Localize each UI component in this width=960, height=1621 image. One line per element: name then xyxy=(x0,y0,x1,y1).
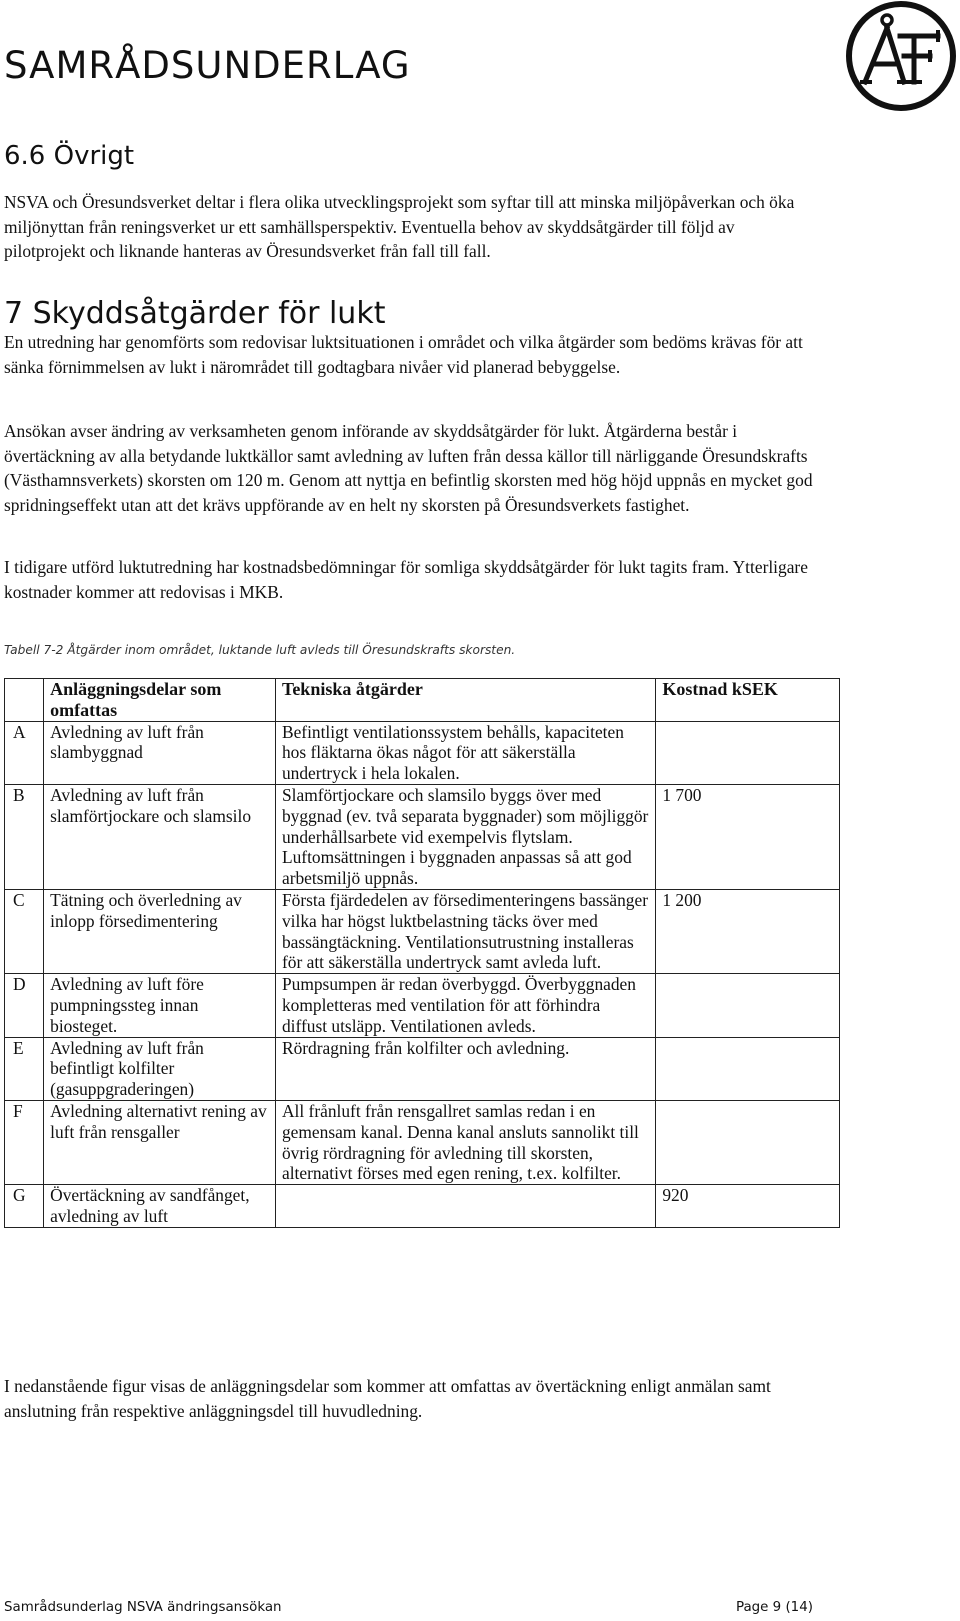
technical-measure-cell xyxy=(275,1185,655,1228)
technical-measure-cell: Befintligt ventilationssystem behålls, kapaciteten hos fläktarna ökas något för att säkerställa undertryck i hela lokalen. xyxy=(275,721,655,784)
table-row xyxy=(5,1185,840,1228)
row-id-cell: B xyxy=(5,784,44,889)
footer-page-number: Page 9 (14) xyxy=(736,1600,813,1615)
table-header-row xyxy=(5,679,840,722)
cost-cell xyxy=(656,1100,840,1184)
table-header-cell xyxy=(5,679,44,722)
row-id-cell: F xyxy=(5,1100,44,1184)
technical-measure-cell: Slamförtjockare och slamsilo byggs över med byggnad (ev. två separata byggnader) som möjliggör underhållsarbete vid exempelvis flytslam. Luftomsättningen i byggnaden anpassas så att god arbetsmiljö uppnås. xyxy=(275,784,655,889)
cost-cell xyxy=(656,974,840,1037)
footer-document-name: Samrådsunderlag NSVA ändringsansökan xyxy=(4,1600,282,1615)
after-table-paragraph: I nedanstående figur visas de anläggningsdelar som kommer att omfattas av övertäckning enligt anmälan samt anslutning från respektive anläggningsdel till huvudledning. xyxy=(4,1376,771,1421)
cost-cell: 920 xyxy=(656,1185,840,1228)
technical-measure-cell: Rördragning från kolfilter och avledning. xyxy=(275,1037,655,1100)
table-row xyxy=(5,974,840,1037)
cost-cell xyxy=(656,721,840,784)
table-header-cell: Kostnad kSEK xyxy=(656,679,840,722)
table-header-cell: Tekniska åtgärder xyxy=(275,679,655,722)
table-row xyxy=(5,1100,840,1184)
facility-part-cell: Avledning alternativt rening av luft från rensgaller xyxy=(44,1100,276,1184)
table-caption: Tabell 7-2 Åtgärder inom området, luktande luft avleds till Öresundskrafts skorsten. xyxy=(4,643,516,657)
table-row xyxy=(5,784,840,889)
facility-part-cell: Avledning av luft före pumpningssteg innan biosteget. xyxy=(44,974,276,1037)
document-header-title: SAMRÅDSUNDERLAG xyxy=(4,44,411,87)
section-7-heading: 7 Skyddsåtgärder för lukt xyxy=(4,296,386,331)
facility-part-cell: Övertäckning av sandfånget, avledning av luft xyxy=(44,1185,276,1228)
cost-cell: 1 200 xyxy=(656,889,840,973)
facility-part-cell: Avledning av luft från slambyggnad xyxy=(44,721,276,784)
row-id-cell: D xyxy=(5,974,44,1037)
row-id-cell: E xyxy=(5,1037,44,1100)
section-7-paragraph-2: Ansökan avser ändring av verksamheten genom införande av skyddsåtgärder för lukt. Åtgärderna består i övertäckning av alla betydande luktkällor samt avledning av luften från dessa källor till närliggande Öresundskrafts (Västhamnsverkets) skorsten om 120 m. Genom att nyttja en befintlig skorsten med hög höjd uppnås en mycket god spridningseffekt utan att det krävs uppförande av en helt ny skorsten på Öresundsverkets fastighet. xyxy=(4,421,813,515)
technical-measure-cell: Pumpsumpen är redan överbyggd. Överbyggnaden kompletteras med ventilation för att förhindra diffust utsläpp. Ventilationen avleds. xyxy=(275,974,655,1037)
table-row xyxy=(5,1037,840,1100)
cost-cell xyxy=(656,1037,840,1100)
technical-measure-cell: Första fjärdedelen av försedimenteringens bassänger vilka har högst luktbelastning täcks över med bassängtäckning. Ventilationsutrustning installeras för att säkerställa undertryck samt avleda luft. xyxy=(275,889,655,973)
measures-table xyxy=(4,678,840,1228)
table-row xyxy=(5,889,840,973)
cost-cell: 1 700 xyxy=(656,784,840,889)
row-id-cell: C xyxy=(5,889,44,973)
section-6-6-paragraph: NSVA och Öresundsverket deltar i flera olika utvecklingsprojekt som syftar till att minska miljöpåverkan och öka miljönyttan från reningsverket ur ett samhällsperspektiv. Eventuella behov av skyddsåtgärder till följd av pilotprojekt och liknande hanteras av Öresundsverket från fall till fall. xyxy=(4,192,795,262)
af-logo xyxy=(842,0,960,112)
row-id-cell: A xyxy=(5,721,44,784)
facility-part-cell: Tätning och överledning av inlopp försedimentering xyxy=(44,889,276,973)
section-7-paragraph-1: En utredning har genomförts som redovisar luktsituationen i området och vilka åtgärder som bedöms krävas för att sänka förnimmelsen av lukt i närområdet till godtagbara nivåer vid planerad bebyggelse. xyxy=(4,332,803,377)
row-id-cell: G xyxy=(5,1185,44,1228)
table-row xyxy=(5,721,840,784)
section-7-paragraph-3: I tidigare utförd luktutredning har kostnadsbedömningar för somliga skyddsåtgärder för lukt tagits fram. Ytterligare kostnader kommer att redovisas i MKB. xyxy=(4,557,808,602)
technical-measure-cell: All frånluft från rensgallret samlas redan i en gemensam kanal. Denna kanal ansluts sannolikt till övrig rördragning för avledning till skorsten, alternativt förses med egen rening, t.ex. kolfilter. xyxy=(275,1100,655,1184)
table-header-cell: Anläggningsdelar som omfattas xyxy=(44,679,276,722)
section-6-6-heading: 6.6 Övrigt xyxy=(4,141,135,171)
facility-part-cell: Avledning av luft från befintligt kolfilter (gasuppgraderingen) xyxy=(44,1037,276,1100)
af-logo-icon xyxy=(842,0,960,112)
facility-part-cell: Avledning av luft från slamförtjockare och slamsilo xyxy=(44,784,276,889)
